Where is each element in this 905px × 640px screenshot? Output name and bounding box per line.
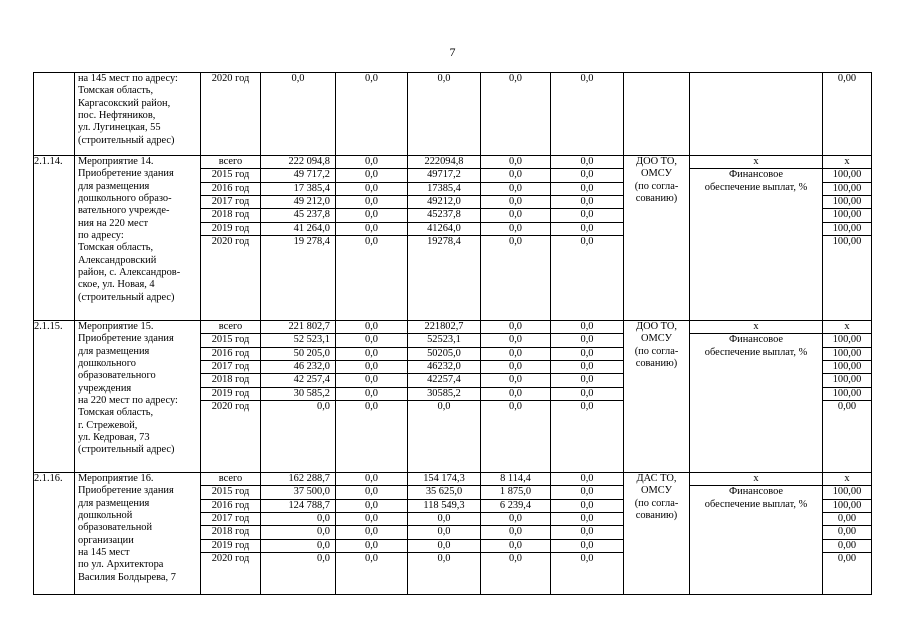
continuation-responsible-cell — [624, 73, 690, 156]
event-ob-value: 35 625,0 — [408, 486, 480, 499]
event-mb-value: 0,0 — [481, 196, 550, 209]
event-target-column — [823, 473, 872, 595]
event-fb-value: 0,0 — [336, 361, 407, 374]
event-row — [34, 156, 872, 321]
event-total-value: 162 288,7 — [261, 473, 335, 486]
event-total-value: 30 585,2 — [261, 388, 335, 401]
event-year-value: 2020 год — [211, 553, 250, 565]
event-year-column — [201, 473, 261, 595]
event-mb-value: 8 114,4 — [481, 473, 550, 486]
event-fb-column — [336, 473, 408, 595]
program-events-table — [33, 72, 872, 595]
event-fb-value: 0,0 — [336, 486, 407, 499]
event-target-value: х — [823, 321, 871, 334]
event-vb-value: 0,0 — [551, 526, 623, 539]
event-vb-value: 0,0 — [551, 500, 623, 513]
continuation-mb: 0,0 — [509, 73, 522, 84]
event-year-value: 2017 год — [201, 513, 260, 526]
event-year-column — [201, 156, 261, 321]
event-year-value: 2016 год — [201, 348, 260, 361]
event-responsible-cell: ДАС ТО, ОМСУ (по согла- сованию) — [624, 473, 690, 595]
event-vb-value: 0,0 — [551, 540, 623, 553]
event-mb-value: 0,0 — [481, 183, 550, 196]
event-year-value: 2016 год — [201, 500, 260, 513]
event-indicator-name: Финансовое обеспечение выплат, % — [704, 334, 808, 358]
event-ob-value: 0,0 — [408, 513, 480, 526]
event-description-cell — [75, 321, 201, 473]
event-vb-value: 0,0 — [551, 223, 623, 236]
event-mb-value: 0,0 — [481, 209, 550, 222]
event-mb-value: 0,0 — [481, 388, 550, 401]
event-year-value: 2015 год — [201, 486, 260, 499]
event-fb-value: 0,0 — [336, 526, 407, 539]
event-vb-value: 0,0 — [551, 374, 623, 387]
event-vb-value: 0,0 — [551, 486, 623, 499]
event-ob-column — [408, 321, 481, 473]
continuation-ob-cell — [408, 73, 481, 156]
event-total-value: 0,0 — [261, 513, 335, 526]
continuation-fb-cell — [336, 73, 408, 156]
continuation-vb-cell — [551, 73, 624, 156]
event-mb-value: 0,0 — [481, 223, 550, 236]
event-fb-value: 0,0 — [336, 500, 407, 513]
event-mb-value: 0,0 — [509, 236, 522, 248]
continuation-vb: 0,0 — [580, 73, 594, 84]
event-mb-value: 0,0 — [481, 348, 550, 361]
event-row — [34, 321, 872, 473]
event-year-column — [201, 321, 261, 473]
event-vb-value: 0,0 — [551, 196, 623, 209]
event-mb-column — [481, 156, 551, 321]
event-description: Мероприятие 14. Приобретение здания для размещения дошкольного образо- вательного учрежде- ния на 220 мест по адресу: Томская область, Александровский район, с. Александров- ское, ул. Новая, 4 (строительный адрес) — [78, 156, 181, 303]
event-year-value: 2020 год — [211, 401, 250, 413]
event-vb-value: 0,0 — [551, 321, 623, 334]
event-ob-value: 41264,0 — [408, 223, 480, 236]
event-target-column — [823, 156, 872, 321]
event-description: Мероприятие 16. Приобретение здания для размещения дошкольной образовательной организации на 145 мест по ул. Архитектора Василия Болдырева, 7 — [78, 473, 176, 583]
event-target-value: 0,00 — [837, 553, 857, 565]
event-mb-value: 6 239,4 — [481, 500, 550, 513]
event-ob-value: 0,0 — [408, 540, 480, 553]
event-fb-value: 0,0 — [365, 401, 378, 413]
event-fb-value: 0,0 — [336, 334, 407, 347]
event-year-value: 2019 год — [201, 223, 260, 236]
event-year-value: 2019 год — [201, 388, 260, 401]
event-target-value: х — [823, 156, 871, 169]
event-total-value: 17 385,4 — [261, 183, 335, 196]
event-target-value: 100,00 — [823, 500, 871, 513]
event-mb-value: 0,0 — [481, 513, 550, 526]
event-mb-value: 1 875,0 — [481, 486, 550, 499]
event-mb-value: 0,0 — [481, 540, 550, 553]
event-total-value: 19 278,4 — [293, 236, 330, 248]
event-target-value: 100,00 — [823, 486, 871, 499]
event-code-cell — [34, 321, 75, 473]
continuation-fb: 0,0 — [365, 73, 378, 84]
event-mb-value: 0,0 — [481, 156, 550, 169]
event-total-value: 124 788,7 — [261, 500, 335, 513]
event-ob-value: 45237,8 — [408, 209, 480, 222]
event-year-value: всего — [201, 156, 260, 169]
continuation-row — [34, 73, 872, 156]
continuation-description: на 145 мест по адресу: Томская область, Каргасокский район, пос. Нефтяников, ул. Лугинецкая, 55 (строительный адрес) — [78, 73, 178, 146]
event-total-column — [261, 156, 336, 321]
event-fb-value: 0,0 — [336, 513, 407, 526]
event-year-value: 2015 год — [201, 334, 260, 347]
event-fb-value: 0,0 — [336, 209, 407, 222]
event-vb-column — [551, 156, 624, 321]
event-indicator-cell — [690, 156, 823, 321]
event-ob-value: 30585,2 — [408, 388, 480, 401]
event-total-value: 41 264,0 — [261, 223, 335, 236]
event-target-value: 0,00 — [837, 401, 857, 413]
event-mb-value: 0,0 — [481, 321, 550, 334]
event-code-cell — [34, 473, 75, 595]
event-indicator-name: Финансовое обеспечение выплат, % — [704, 486, 808, 510]
event-vb-column — [551, 321, 624, 473]
event-total-value: 52 523,1 — [261, 334, 335, 347]
event-fb-value: 0,0 — [336, 321, 407, 334]
event-year-value: 2017 год — [201, 196, 260, 209]
event-indicator-x: х — [690, 473, 822, 486]
event-ob-value: 42257,4 — [408, 374, 480, 387]
event-ob-value: 0,0 — [437, 401, 451, 413]
event-description: Мероприятие 15. Приобретение здания для размещения дошкольного образовательного учреждения на 220 мест по адресу: Томская область, г. Стрежевой, ул. Кедровая, 73 (строительный адрес) — [78, 321, 178, 456]
event-code-cell — [34, 156, 75, 321]
table-body — [34, 73, 872, 595]
event-target-value: 100,00 — [823, 374, 871, 387]
event-description-cell — [75, 473, 201, 595]
event-year-value: 2018 год — [201, 526, 260, 539]
event-target-column — [823, 321, 872, 473]
event-year-value: всего — [201, 321, 260, 334]
event-mb-value: 0,0 — [509, 401, 522, 413]
event-fb-value: 0,0 — [336, 374, 407, 387]
event-target-value: 100,00 — [823, 183, 871, 196]
event-vb-value: 0,0 — [551, 388, 623, 401]
event-target-value: 0,00 — [823, 513, 871, 526]
event-fb-value: 0,0 — [336, 156, 407, 169]
event-indicator-cell — [690, 321, 823, 473]
event-indicator-x: х — [690, 156, 822, 169]
event-fb-value: 0,0 — [336, 223, 407, 236]
event-code: 2.1.15. — [34, 321, 63, 332]
continuation-total: 0,0 — [291, 73, 305, 84]
event-row — [34, 473, 872, 595]
event-vb-value: 0,0 — [551, 513, 623, 526]
event-indicator-x: х — [690, 321, 822, 334]
event-ob-value: 49212,0 — [408, 196, 480, 209]
event-responsible-cell: ДОО ТО, ОМСУ (по согла- сованию) — [624, 156, 690, 321]
event-mb-value: 0,0 — [509, 553, 522, 565]
event-vb-value: 0,0 — [551, 348, 623, 361]
event-mb-value: 0,0 — [481, 169, 550, 182]
event-vb-value: 0,0 — [580, 236, 594, 248]
event-target-value: 100,00 — [823, 334, 871, 347]
continuation-code-cell — [34, 73, 75, 156]
event-ob-value: 0,0 — [437, 553, 451, 565]
event-ob-value: 46232,0 — [408, 361, 480, 374]
event-description-cell — [75, 156, 201, 321]
event-ob-value: 118 549,3 — [408, 500, 480, 513]
event-total-column — [261, 321, 336, 473]
event-total-value: 0,0 — [261, 526, 335, 539]
continuation-target-cell — [823, 73, 872, 156]
event-mb-column — [481, 473, 551, 595]
event-ob-column — [408, 473, 481, 595]
event-target-value: 100,00 — [823, 169, 871, 182]
continuation-target: 0,00 — [837, 73, 857, 84]
event-total-value: 0,0 — [317, 553, 330, 565]
event-fb-value: 0,0 — [336, 473, 407, 486]
event-year-value: 2020 год — [211, 236, 250, 248]
page-number: 7 — [449, 45, 456, 59]
event-ob-value: 49717,2 — [408, 169, 480, 182]
event-vb-column — [551, 473, 624, 595]
event-fb-value: 0,0 — [336, 169, 407, 182]
event-indicator-cell — [690, 473, 823, 595]
event-mb-column — [481, 321, 551, 473]
event-vb-value: 0,0 — [551, 156, 623, 169]
event-ob-column — [408, 156, 481, 321]
event-total-value: 45 237,8 — [261, 209, 335, 222]
event-mb-value: 0,0 — [481, 334, 550, 347]
event-fb-value: 0,0 — [336, 183, 407, 196]
event-year-value: 2016 год — [201, 183, 260, 196]
event-ob-value: 0,0 — [408, 526, 480, 539]
continuation-year: 2020 год — [211, 73, 250, 84]
event-vb-value: 0,0 — [551, 334, 623, 347]
event-ob-value: 154 174,3 — [408, 473, 480, 486]
event-fb-value: 0,0 — [336, 388, 407, 401]
event-total-value: 49 212,0 — [261, 196, 335, 209]
event-target-value: 0,00 — [823, 526, 871, 539]
event-target-value: 100,00 — [823, 209, 871, 222]
event-target-value: 100,00 — [823, 196, 871, 209]
event-total-value: 50 205,0 — [261, 348, 335, 361]
event-vb-value: 0,0 — [551, 183, 623, 196]
event-total-value: 49 717,2 — [261, 169, 335, 182]
event-mb-value: 0,0 — [481, 526, 550, 539]
event-year-value: 2017 год — [201, 361, 260, 374]
event-total-value: 37 500,0 — [261, 486, 335, 499]
event-fb-value: 0,0 — [336, 196, 407, 209]
event-total-column — [261, 473, 336, 595]
continuation-total-cell — [261, 73, 336, 156]
event-total-value: 46 232,0 — [261, 361, 335, 374]
event-target-value: 100,00 — [823, 388, 871, 401]
event-year-value: 2018 год — [201, 374, 260, 387]
continuation-year-cell — [201, 73, 261, 156]
event-fb-value: 0,0 — [365, 553, 378, 565]
event-year-value: всего — [201, 473, 260, 486]
event-mb-value: 0,0 — [481, 361, 550, 374]
event-ob-value: 50205,0 — [408, 348, 480, 361]
event-total-value: 222 094,8 — [261, 156, 335, 169]
event-total-value: 221 802,7 — [261, 321, 335, 334]
event-fb-value: 0,0 — [336, 348, 407, 361]
event-ob-value: 52523,1 — [408, 334, 480, 347]
event-ob-value: 19278,4 — [427, 236, 461, 248]
event-year-value: 2019 год — [201, 540, 260, 553]
continuation-indicator-cell — [690, 73, 823, 156]
event-target-value: 100,00 — [823, 223, 871, 236]
event-target-value: 0,00 — [823, 540, 871, 553]
event-target-value: х — [823, 473, 871, 486]
event-target-value: 100,00 — [832, 236, 862, 248]
event-fb-column — [336, 321, 408, 473]
event-ob-value: 221802,7 — [408, 321, 480, 334]
event-vb-value: 0,0 — [551, 209, 623, 222]
event-vb-value: 0,0 — [551, 473, 623, 486]
event-code: 2.1.16. — [34, 473, 63, 484]
event-total-value: 0,0 — [317, 401, 330, 413]
event-mb-value: 0,0 — [481, 374, 550, 387]
event-fb-column — [336, 156, 408, 321]
event-fb-value: 0,0 — [365, 236, 378, 248]
event-responsible-cell: ДОО ТО, ОМСУ (по согла- сованию) — [624, 321, 690, 473]
event-target-value: 100,00 — [823, 348, 871, 361]
event-ob-value: 222094,8 — [408, 156, 480, 169]
event-vb-value: 0,0 — [580, 401, 594, 413]
continuation-description-cell — [75, 73, 201, 156]
continuation-ob: 0,0 — [437, 73, 451, 84]
event-year-value: 2018 год — [201, 209, 260, 222]
event-ob-value: 17385,4 — [408, 183, 480, 196]
event-code: 2.1.14. — [34, 156, 63, 167]
continuation-mb-cell — [481, 73, 551, 156]
event-vb-value: 0,0 — [580, 553, 594, 565]
event-vb-value: 0,0 — [551, 361, 623, 374]
event-vb-value: 0,0 — [551, 169, 623, 182]
event-total-value: 0,0 — [261, 540, 335, 553]
event-year-value: 2015 год — [201, 169, 260, 182]
event-fb-value: 0,0 — [336, 540, 407, 553]
event-indicator-name: Финансовое обеспечение выплат, % — [704, 169, 808, 193]
event-total-value: 42 257,4 — [261, 374, 335, 387]
event-target-value: 100,00 — [823, 361, 871, 374]
